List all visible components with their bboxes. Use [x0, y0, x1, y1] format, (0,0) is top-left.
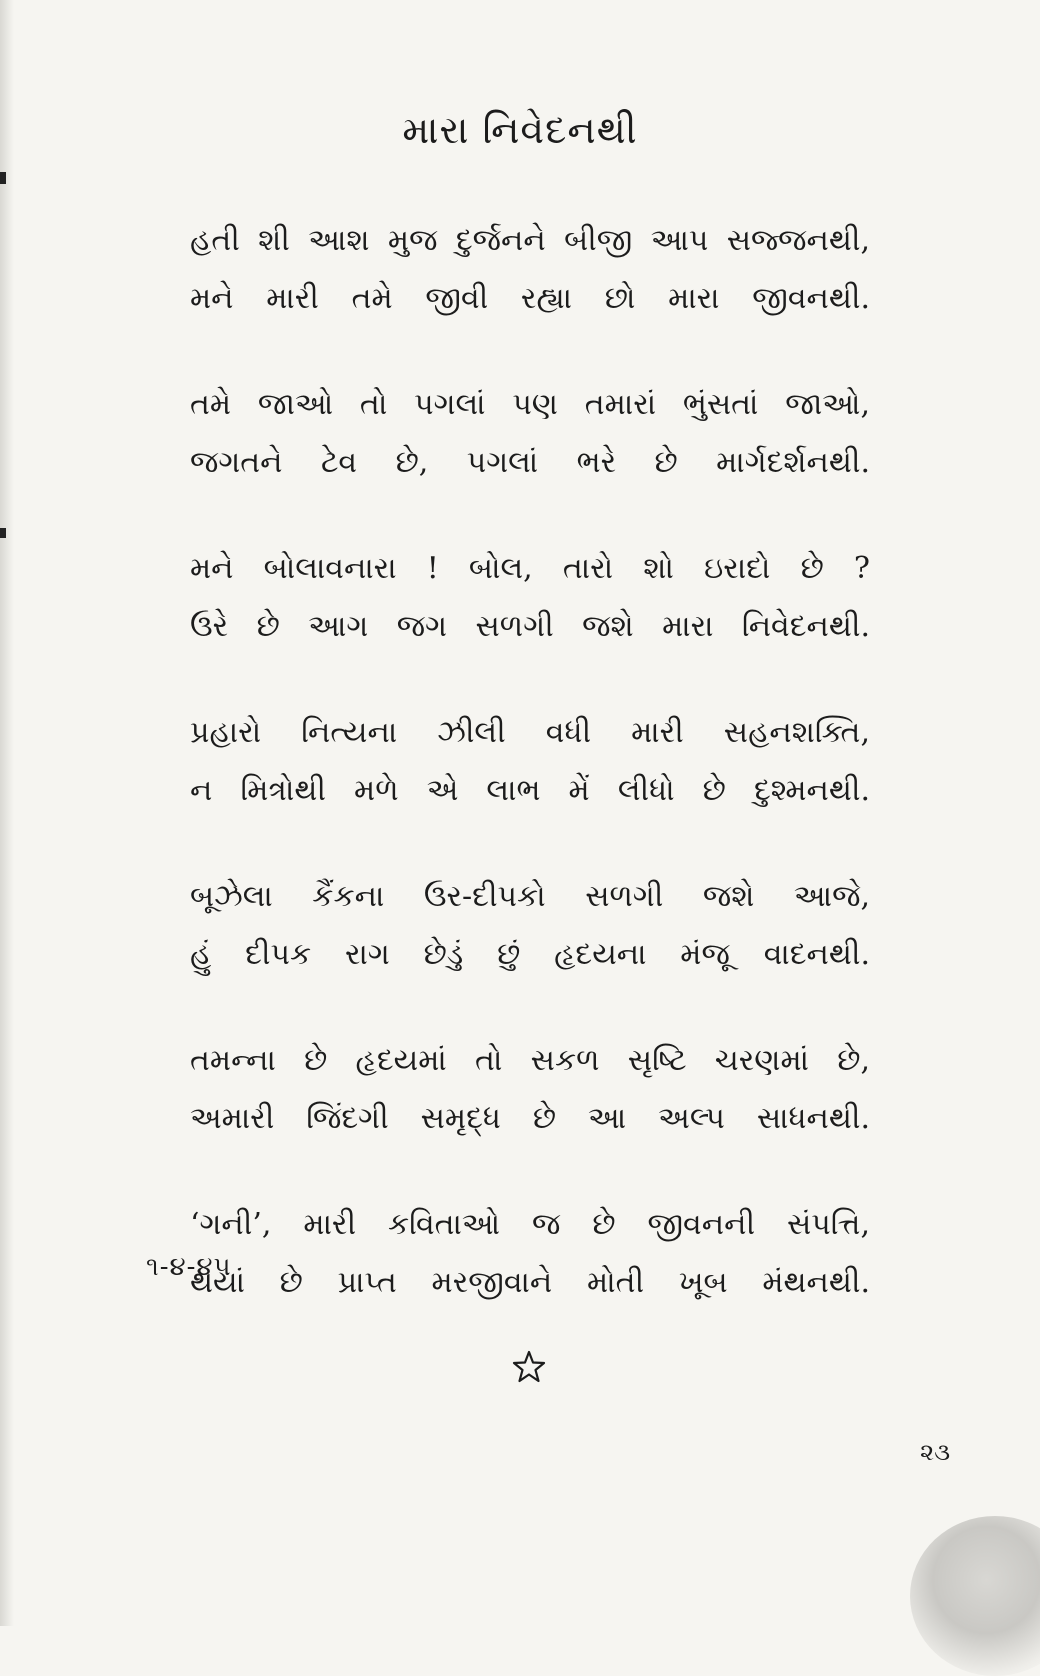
- couplet-4: [190, 704, 870, 820]
- poem-line: મને બોલાવનારા ! બોલ, તારો શો ઇરાદો છે ?: [190, 551, 870, 586]
- poem-line: ઉરે છે આગ જગ સળગી જશે મારા નિવેદનથી.: [190, 609, 870, 644]
- poem-line: બૂઝેલા કૈંકના ઉર-દીપકો સળગી જશે આજે,: [190, 879, 870, 914]
- poem-line: તમે જાઓ તો પગલાં પણ તમારાં ભુંસતાં જાઓ,: [190, 387, 870, 422]
- couplet-5: [190, 868, 870, 984]
- couplet-1: [190, 212, 870, 328]
- poem-line: જગતને ટેવ છે, પગલાં ભરે છે માર્ગદર્શનથી.: [190, 445, 870, 480]
- binding-mark: [0, 172, 6, 184]
- poem-line: પ્રહારો નિત્યના ઝીલી વધી મારી સહનશક્તિ,: [190, 715, 870, 750]
- poem-line: અમારી જિંદગી સમૃદ્ધ છે આ અલ્પ સાધનથી.: [190, 1101, 870, 1136]
- couplet-6: [190, 1032, 870, 1148]
- couplet-2: [190, 376, 870, 492]
- poem-date: ૧-૪-૪૫: [146, 1252, 232, 1282]
- couplet-7: [190, 1196, 870, 1312]
- binding-mark: [0, 528, 6, 538]
- poem-line: ન મિત્રોથી મળે એ લાભ મેં લીધો છે દુશ્મનથી.: [190, 773, 870, 808]
- poem-title: મારા નિવેદનથી: [402, 108, 638, 152]
- page-number: ૨૩: [920, 1438, 951, 1466]
- poem-line: મને મારી તમે જીવી રહ્યા છો મારા જીવનથી.: [190, 281, 870, 316]
- poem-line: હતી શી આશ મુજ દુર્જનને બીજી આપ સજ્જનથી,: [190, 223, 870, 258]
- couplet-3: [190, 540, 870, 656]
- poem-body: [190, 212, 870, 1360]
- poem-line: હું દીપક રાગ છેડું છું હૃદયના મંજૂ વાદનથી.: [190, 937, 870, 972]
- poem-line: તમન્ના છે હૃદયમાં તો સકળ સૃષ્ટિ ચરણમાં છે,: [190, 1043, 870, 1078]
- poem-line: ‘ગની’, મારી કવિતાઓ જ છે જીવનની સંપત્તિ,: [190, 1207, 870, 1242]
- star-icon: [512, 1350, 546, 1384]
- poem-line: થયાં છે પ્રાપ્ત મરજીવાને મોતી ખૂબ મંથનથી.: [190, 1265, 870, 1300]
- page-left-edge: [0, 0, 14, 1626]
- page-corner-stain: [910, 1516, 1040, 1676]
